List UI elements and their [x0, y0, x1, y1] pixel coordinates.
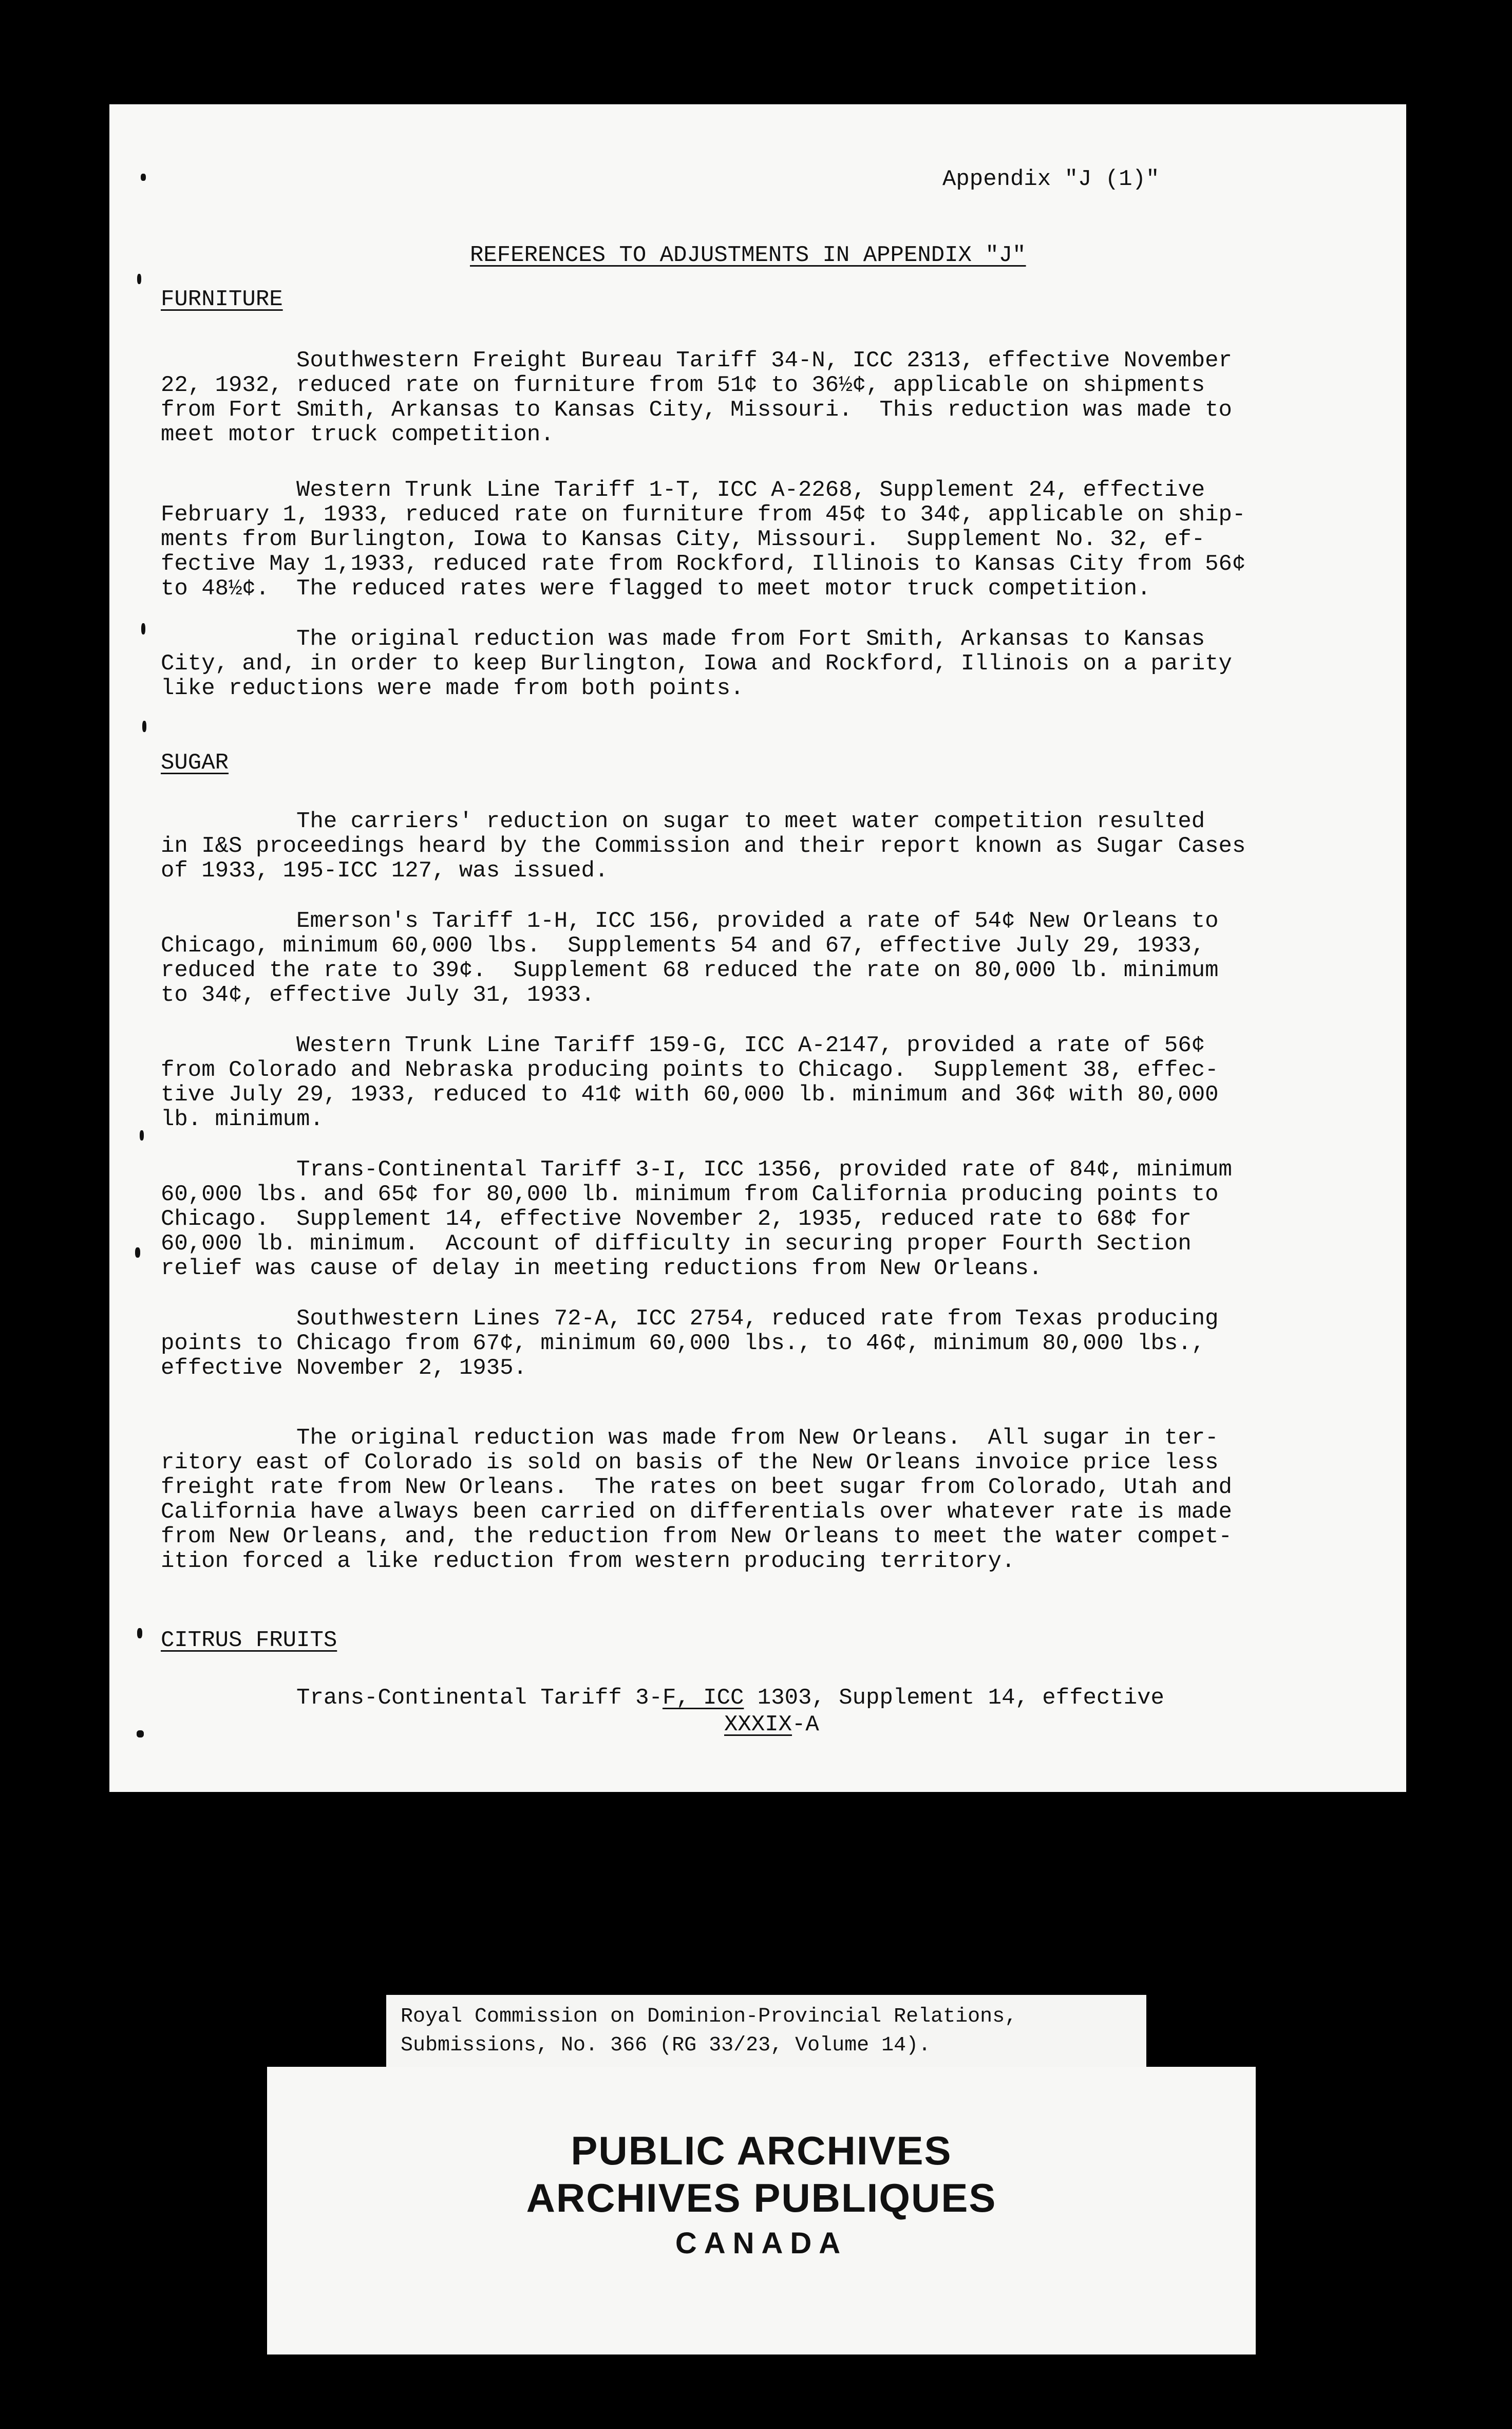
text-line: California have always been carried on differentials over whatever rate is made — [161, 1499, 1232, 1525]
text-line: Chicago. Supplement 14, effective November 2, 1935, reduced rate to 68¢ for — [161, 1206, 1192, 1232]
text-line: reduced the rate to 39¢. Supplement 68 reduced the rate on 80,000 lb. minimum — [161, 958, 1219, 983]
text-line: from Fort Smith, Arkansas to Kansas City, Missouri. This reduction was made to — [161, 397, 1232, 423]
text-line — [161, 1686, 1164, 1711]
text-line: from Colorado and Nebraska producing points to Chicago. Supplement 38, effec- — [161, 1057, 1219, 1083]
stamp-line-french: ARCHIVES PUBLIQUES — [526, 2175, 997, 2220]
text-line: 22, 1932, reduced rate on furniture from 51¢ to 36½¢, applicable on shipments — [161, 372, 1205, 398]
typed-document-page — [109, 104, 1406, 1792]
text-line: tive July 29, 1933, reduced to 41¢ with 60,000 lb. minimum and 36¢ with 80,000 — [161, 1082, 1219, 1108]
text-line: fective May 1,1933, reduced rate from Rockford, Illinois to Kansas City from 56¢ — [161, 551, 1246, 577]
label-line: Royal Commission on Dominion-Provincial Relations, — [401, 2005, 1017, 2028]
text-line: Western Trunk Line Tariff 1-T, ICC A-2268, Supplement 24, effective — [161, 477, 1205, 503]
page-marker-roman: XXXIX — [724, 1712, 792, 1737]
text-line: 60,000 lb. minimum. Account of difficulty in securing proper Fourth Section — [161, 1231, 1192, 1257]
text-line: effective November 2, 1935. — [161, 1355, 527, 1381]
punch-mark — [142, 721, 146, 732]
page-marker-suffix: -A — [792, 1712, 819, 1737]
text-line: like reductions were made from both points. — [161, 676, 744, 701]
text-line: in I&S proceedings heard by the Commission and their report known as Sugar Cases — [161, 833, 1246, 859]
text-line: to 34¢, effective July 31, 1933. — [161, 982, 595, 1008]
punch-mark — [141, 174, 146, 181]
text-line: Western Trunk Line Tariff 159-G, ICC A-2147, provided a rate of 56¢ — [161, 1033, 1205, 1058]
punch-mark — [137, 274, 141, 284]
text-line: of 1933, 195-ICC 127, was issued. — [161, 858, 609, 884]
text-line: Trans-Continental Tariff 3-I, ICC 1356, provided rate of 84¢, minimum — [161, 1157, 1232, 1183]
underlined-fragment: F, ICC — [662, 1685, 744, 1711]
text-line: The carriers' reduction on sugar to meet water competition resulted — [161, 809, 1205, 834]
text-line: 60,000 lbs. and 65¢ for 80,000 lb. minimum from California producing points to — [161, 1182, 1219, 1207]
text-line: February 1, 1933, reduced rate on furniture from 45¢ to 34¢, applicable on ship- — [161, 502, 1246, 528]
appendix-reference: Appendix "J (1)" — [942, 166, 1160, 192]
label-line: Submissions, No. 366 (RG 33/23, Volume 14). — [401, 2034, 931, 2057]
section-heading-citrus-fruits: CITRUS FRUITS — [161, 1628, 337, 1653]
page-marker — [724, 1712, 819, 1737]
section-heading-furniture: FURNITURE — [161, 287, 283, 312]
stamp-line-english: PUBLIC ARCHIVES — [571, 2128, 952, 2173]
text-line: The original reduction was made from New Orleans. All sugar in ter- — [161, 1425, 1219, 1451]
text-line: ments from Burlington, Iowa to Kansas City, Missouri. Supplement No. 32, ef- — [161, 527, 1205, 552]
archive-reference-label — [386, 1995, 1146, 2067]
punch-mark — [140, 1130, 144, 1141]
text-fragment: Trans-Continental Tariff 3- — [161, 1685, 663, 1711]
public-archives-stamp — [267, 2067, 1256, 2355]
text-line: freight rate from New Orleans. The rates on beet sugar from Colorado, Utah and — [161, 1474, 1232, 1500]
text-line: from New Orleans, and, the reduction from New Orleans to meet the water compet- — [161, 1524, 1232, 1549]
stamp-line-country: CANADA — [675, 2227, 848, 2260]
text-line: City, and, in order to keep Burlington, Iowa and Rockford, Illinois on a parity — [161, 651, 1232, 677]
text-line: points to Chicago from 67¢, minimum 60,000 lbs., to 46¢, minimum 80,000 lbs., — [161, 1331, 1205, 1356]
text-line: meet motor truck competition. — [161, 422, 554, 447]
punch-mark — [141, 623, 145, 634]
text-line: Southwestern Lines 72-A, ICC 2754, reduced rate from Texas producing — [161, 1306, 1219, 1332]
text-line: Emerson's Tariff 1-H, ICC 156, provided a rate of 54¢ New Orleans to — [161, 908, 1219, 934]
text-line: relief was cause of delay in meeting reductions from New Orleans. — [161, 1256, 1043, 1281]
text-line: ritory east of Colorado is sold on basis of the New Orleans invoice price less — [161, 1450, 1219, 1475]
text-line: ition forced a like reduction from western producing territory. — [161, 1548, 1015, 1574]
text-line: The original reduction was made from Fort Smith, Arkansas to Kansas — [161, 626, 1205, 652]
text-line: Southwestern Freight Bureau Tariff 34-N, ICC 2313, effective November — [161, 348, 1232, 373]
text-line: lb. minimum. — [161, 1107, 324, 1132]
text-line: Chicago, minimum 60,000 lbs. Supplements 54 and 67, effective July 29, 1933, — [161, 933, 1205, 959]
punch-mark — [137, 1730, 144, 1737]
document-title: REFERENCES TO ADJUSTMENTS IN APPENDIX "J" — [470, 242, 1026, 268]
text-fragment: 1303, Supplement 14, effective — [744, 1685, 1164, 1711]
punch-mark — [137, 1628, 142, 1638]
section-heading-sugar: SUGAR — [161, 750, 229, 776]
punch-mark — [135, 1247, 140, 1258]
text-line: to 48½¢. The reduced rates were flagged to meet motor truck competition. — [161, 576, 1151, 602]
